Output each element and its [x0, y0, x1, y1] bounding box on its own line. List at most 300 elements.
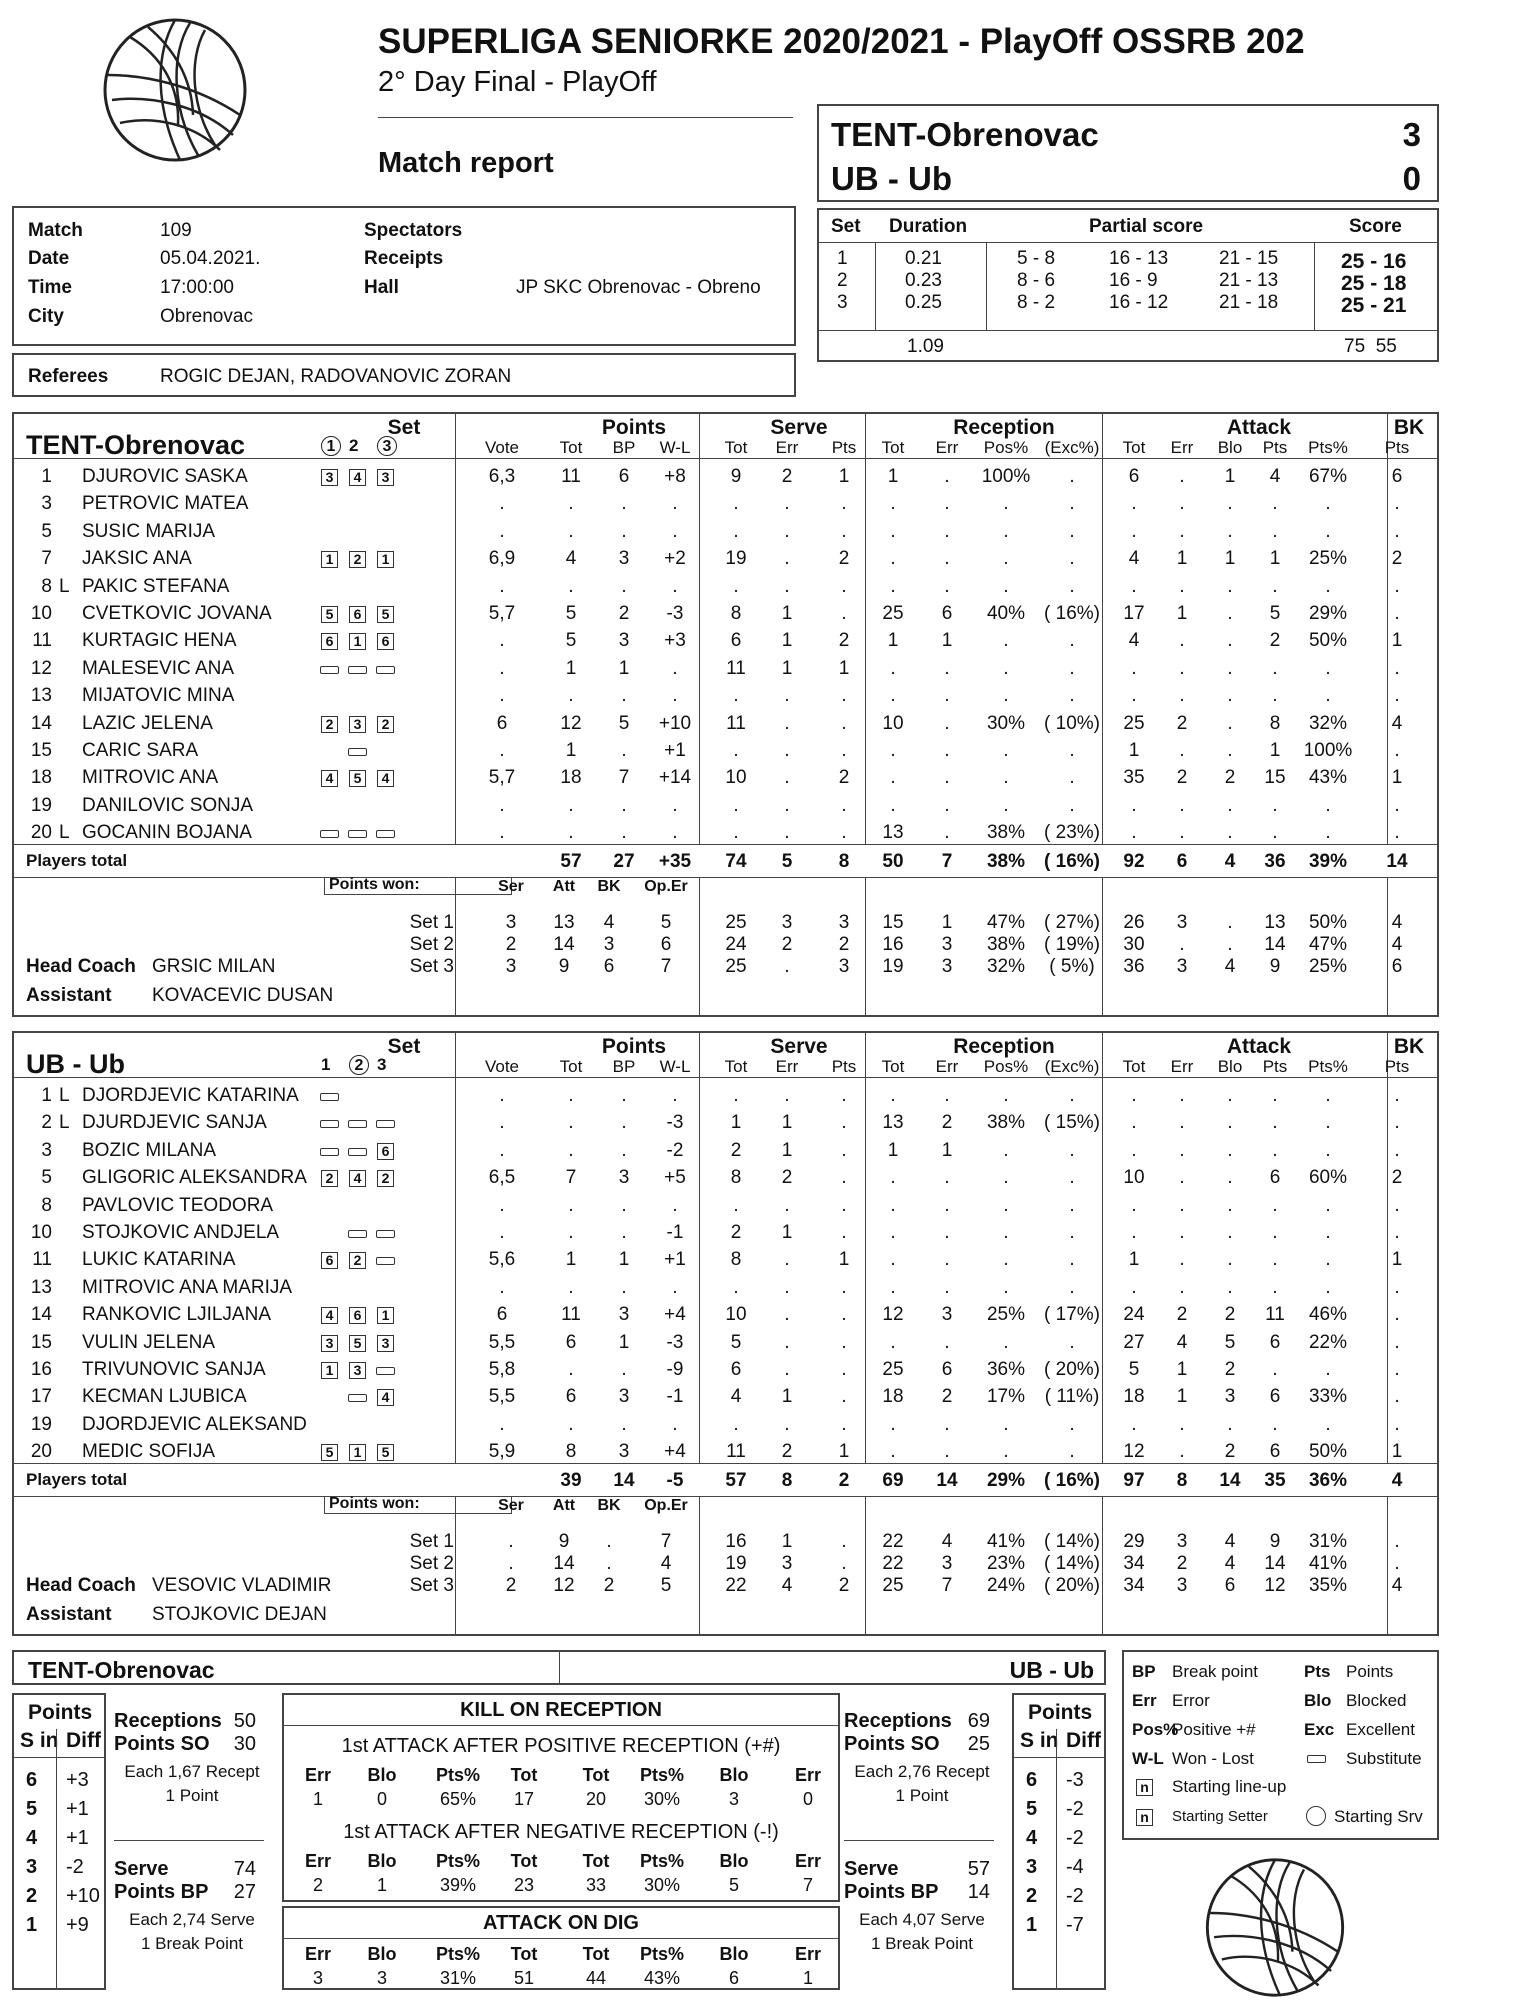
player-row: [14, 740, 1441, 767]
set-final-score: 25 - 16: [1341, 250, 1407, 273]
stat-value: +2: [664, 548, 686, 570]
stat-value: .: [841, 603, 847, 624]
stat-value: .: [1179, 1222, 1185, 1243]
stat-value: 18: [560, 767, 582, 789]
total-value: 38%: [986, 851, 1026, 872]
stat-value: 11: [726, 1441, 746, 1463]
starting-setter-label: Starting Setter: [1172, 1808, 1268, 1825]
stat-value: .: [1069, 1139, 1075, 1161]
points-so-value: 30: [233, 1733, 256, 1755]
stat-value: .: [1325, 794, 1331, 816]
set-stat-value: .: [1394, 1531, 1400, 1552]
player-name: KECMAN LJUBICA: [82, 1386, 247, 1408]
set-number: 2: [349, 1055, 369, 1075]
kill-value: 30%: [643, 1789, 681, 1809]
stat-value: .: [1179, 493, 1185, 515]
stat-value: .: [672, 493, 678, 515]
player-number: 10: [30, 1222, 52, 1243]
total-value: 97: [1123, 1470, 1145, 1491]
subheader-tot: Tot: [559, 438, 583, 457]
legend-abbr: Pos%: [1132, 1720, 1179, 1739]
stat-value: .: [1325, 1139, 1331, 1161]
set-stat-value: 31%: [1308, 1531, 1348, 1552]
total-value: 4: [1224, 851, 1236, 872]
stat-value: 1: [565, 740, 577, 761]
player-name: RANKOVIC LJILJANA: [82, 1304, 271, 1326]
stat-value: .: [841, 1276, 847, 1298]
stat-value: .: [944, 767, 950, 789]
rotation-diff: -2: [66, 1856, 84, 1878]
starting-server-label: Starting Srv: [1334, 1807, 1423, 1826]
set-stat-value: 32%: [986, 956, 1026, 977]
stat-value: .: [1394, 822, 1400, 844]
stat-value: .: [1069, 466, 1075, 487]
stat-value: .: [890, 685, 896, 707]
kill-value: 0: [376, 1789, 387, 1809]
partial-score-21: 21 - 15: [1219, 248, 1279, 269]
kill-value: 6: [728, 1968, 739, 1988]
stat-value: 2: [941, 1386, 953, 1408]
set-stat-value: 1: [941, 912, 953, 933]
points-won-value: 13: [553, 912, 575, 933]
serve-ratio-points: 1 Break Point: [140, 1934, 244, 1953]
stat-value: .: [1227, 1085, 1233, 1106]
stat-value: .: [784, 1413, 790, 1435]
stat-value: .: [1179, 1249, 1185, 1271]
stat-value: 6: [1391, 466, 1403, 487]
stat-value: .: [672, 1413, 678, 1435]
stat-value: .: [499, 1222, 505, 1243]
stat-value: .: [621, 1112, 627, 1134]
kill-col-header: Tot: [582, 1944, 610, 1964]
stat-value: .: [672, 1085, 678, 1106]
stat-value: 8: [730, 1167, 742, 1189]
points-won-value: 2: [505, 934, 517, 955]
stat-value: 5,8: [488, 1359, 516, 1380]
player-name: PETROVIC MATEA: [82, 493, 249, 515]
stat-value: 6: [1269, 1167, 1281, 1189]
stat-value: .: [890, 1276, 896, 1298]
stat-value: .: [841, 740, 847, 761]
total-value: 50: [882, 851, 904, 872]
stat-value: 3: [618, 548, 630, 570]
stat-value: 1: [887, 630, 899, 652]
stat-value: .: [1325, 1112, 1331, 1134]
starting-position: 1: [349, 633, 366, 650]
player-name: MALESEVIC ANA: [82, 657, 235, 679]
set-stat-value: 16: [882, 934, 904, 955]
subheader-vote: Vote: [484, 1057, 520, 1076]
stat-value: .: [944, 493, 950, 515]
rotation-number: 1: [1026, 1914, 1038, 1936]
stat-value: 6,9: [488, 548, 516, 570]
set-duration: 0.25: [905, 292, 942, 313]
stat-value: .: [841, 1139, 847, 1161]
libero-flag: L: [59, 1112, 70, 1134]
starting-position: 1: [321, 1362, 338, 1379]
player-number: 3: [41, 493, 52, 515]
stat-value: .: [784, 794, 790, 816]
player-name: PAVLOVIC TEODORA: [82, 1194, 274, 1216]
stat-value: .: [568, 685, 574, 707]
subheader-ptsp: Pts%: [1308, 1057, 1348, 1076]
stat-value: 32%: [1308, 712, 1348, 734]
libero-flag: L: [59, 575, 70, 597]
rotation-number: 4: [26, 1827, 38, 1849]
stat-value: 12: [560, 712, 582, 734]
stat-value: .: [1227, 1413, 1233, 1435]
set-stat-value: 47%: [1308, 934, 1348, 955]
starting-position: 4: [349, 469, 366, 486]
stat-value: .: [621, 1085, 627, 1106]
stat-value: 1: [1391, 1249, 1403, 1271]
rotation-number: 1: [26, 1914, 38, 1936]
stat-value: .: [733, 575, 739, 597]
stat-value: .: [621, 1194, 627, 1216]
points-bp-value: 14: [967, 1881, 990, 1903]
points-won-value: .: [606, 1531, 612, 1552]
player-row: [14, 1249, 1441, 1276]
referees-box: [12, 353, 796, 397]
starting-position: 3: [377, 1335, 394, 1352]
set-stat-value: 4: [1224, 1531, 1236, 1552]
stat-value: .: [499, 657, 505, 679]
stat-value: 2: [1224, 1304, 1236, 1326]
player-row: [14, 1277, 1441, 1304]
stat-value: .: [1272, 575, 1278, 597]
starting-position: 4: [321, 770, 338, 787]
report-subtitle: 2° Day Final - PlayOff: [378, 66, 657, 98]
stat-value: .: [1131, 1112, 1137, 1134]
stat-value: 13: [882, 1112, 904, 1134]
stat-value: .: [1394, 1222, 1400, 1243]
stat-value: 1: [1269, 740, 1281, 761]
subheader-exc: (Exc%): [1044, 438, 1100, 457]
reception-ratio: Each 1,67 Recept: [124, 1762, 260, 1781]
stat-value: 5,5: [488, 1386, 516, 1408]
stat-value: .: [1227, 712, 1233, 734]
points-won-col: Att: [552, 878, 576, 895]
kill-value: 0: [802, 1789, 813, 1809]
head-coach-label: Head Coach: [26, 1575, 136, 1596]
points-won-value: .: [606, 1553, 612, 1574]
kill-value: 7: [802, 1875, 813, 1895]
stat-value: -2: [666, 1139, 684, 1161]
player-number: 10: [30, 603, 52, 624]
set-stat-value: 2: [838, 934, 850, 955]
starting-position: 2: [377, 1170, 394, 1187]
stat-value: 1: [618, 1331, 630, 1353]
stat-value: .: [733, 1413, 739, 1435]
player-name: GLIGORIC ALEKSANDRA: [82, 1167, 307, 1189]
stat-value: .: [841, 520, 847, 542]
starting-position: 4: [321, 1307, 338, 1324]
player-name: TRIVUNOVIC SANJA: [82, 1359, 266, 1380]
starting-position: 6: [321, 1252, 338, 1269]
set-stat-value: ( 14%): [1044, 1553, 1100, 1574]
set-stat-value: 3: [941, 956, 953, 977]
stat-value: .: [499, 1413, 505, 1435]
stat-value: .: [1272, 1112, 1278, 1134]
stat-value: 5,9: [488, 1441, 516, 1463]
set-number-label: [321, 1055, 330, 1075]
stat-value: 22%: [1308, 1331, 1348, 1353]
starting-lineup-label: Starting line-up: [1172, 1777, 1287, 1796]
set-stat-value: 3: [1176, 956, 1188, 977]
stat-value: 1: [887, 466, 899, 487]
stat-value: 5: [565, 603, 577, 624]
stat-value: 46%: [1308, 1304, 1348, 1326]
points-won-value: 5: [660, 912, 672, 933]
points-won-value: 3: [505, 956, 517, 977]
rotation-number: 2: [1026, 1885, 1038, 1907]
home-sets-won: 3: [1402, 116, 1421, 153]
stat-value: 30%: [986, 712, 1026, 734]
set-stat-value: 9: [1269, 1531, 1281, 1552]
substitute-marker: [376, 1120, 395, 1128]
stat-value: .: [621, 1413, 627, 1435]
stat-value: 2: [941, 1112, 953, 1134]
stat-value: +5: [664, 1167, 686, 1189]
set-stat-value: 24: [725, 934, 747, 955]
set-stat-value: .: [1394, 1553, 1400, 1574]
player-number: 18: [30, 767, 52, 789]
stat-value: 1: [1176, 603, 1188, 624]
stat-value: -1: [666, 1386, 684, 1408]
substitute-marker: [348, 830, 367, 838]
stat-value: .: [1179, 1085, 1185, 1106]
substitute-marker: [376, 1257, 395, 1265]
stat-value: 6: [1269, 1386, 1281, 1408]
stat-value: .: [1325, 1249, 1331, 1271]
player-number: 17: [30, 1386, 52, 1408]
stat-value: 2: [1224, 767, 1236, 789]
points-won-value: 4: [603, 912, 615, 933]
serve-ratio: Each 4,07 Serve: [859, 1910, 985, 1929]
rotation-number: 3: [1026, 1856, 1038, 1878]
kill-col-header: Err: [794, 1851, 821, 1871]
stat-value: .: [944, 575, 950, 597]
stat-value: 11: [561, 466, 581, 487]
player-name: PAKIC STEFANA: [82, 575, 230, 597]
negative-reception-title: 1st ATTACK AFTER NEGATIVE RECEPTION (-!): [343, 1821, 779, 1843]
set-stat-value: 3: [838, 912, 850, 933]
serve-value: 74: [233, 1858, 256, 1880]
set-stat-value: 13: [1264, 912, 1286, 933]
players-total-label: Players total: [26, 851, 128, 870]
stat-value: 2: [1176, 1304, 1188, 1326]
stat-value: .: [944, 1441, 950, 1463]
stat-value: .: [568, 520, 574, 542]
bk-header: BK: [1393, 416, 1425, 439]
set-number: 1: [321, 436, 341, 456]
stat-value: .: [568, 1359, 574, 1380]
stat-value: .: [944, 794, 950, 816]
stat-value: .: [1394, 575, 1400, 597]
player-row: [14, 1222, 1441, 1249]
player-number: 2: [41, 1112, 52, 1134]
kill-col-header: Blo: [719, 1944, 749, 1964]
stat-value: .: [784, 493, 790, 515]
stat-value: .: [1131, 822, 1137, 844]
substitute-marker: [320, 1093, 339, 1101]
stat-value: .: [733, 1194, 739, 1216]
stat-value: 2: [838, 548, 850, 570]
stat-value: .: [944, 712, 950, 734]
set-stat-value: 23%: [986, 1553, 1026, 1574]
subheader-pts: Pts: [831, 1057, 857, 1076]
stat-value: .: [784, 685, 790, 707]
stat-value: ( 15%): [1044, 1112, 1100, 1134]
points-won-value: 9: [558, 1531, 570, 1552]
stat-value: .: [1179, 1112, 1185, 1134]
stat-value: .: [1394, 520, 1400, 542]
stat-value: .: [1325, 1276, 1331, 1298]
set-stat-value: 4: [1391, 1575, 1403, 1596]
set-stat-value: 25%: [1308, 956, 1348, 977]
set-final-score: 25 - 21: [1341, 294, 1407, 317]
set-stat-value: 4: [1391, 934, 1403, 955]
stat-value: .: [1179, 1139, 1185, 1161]
stat-value: .: [890, 767, 896, 789]
stat-value: .: [1394, 657, 1400, 679]
player-number: 19: [30, 794, 52, 816]
divider: [114, 1840, 264, 1841]
stat-value: .: [1394, 1413, 1400, 1435]
set-header: Set: [387, 416, 421, 439]
kill-col-header: Pts%: [639, 1944, 684, 1964]
points-won-label: Points won:: [329, 1495, 420, 1512]
label-referees: Referees: [28, 366, 109, 387]
stat-value: 6: [1269, 1331, 1281, 1353]
stat-value: .: [784, 1249, 790, 1271]
stat-value: 5,5: [488, 1331, 516, 1353]
stat-value: .: [1272, 685, 1278, 707]
stat-value: .: [499, 1139, 505, 1161]
stat-value: .: [1394, 1304, 1400, 1326]
total-value: 74: [725, 851, 747, 872]
stat-value: .: [621, 1222, 627, 1243]
subheader-err: Err: [935, 1057, 959, 1076]
stat-value: .: [672, 1194, 678, 1216]
subheader-err: Err: [775, 438, 799, 457]
total-value: 57: [560, 851, 582, 872]
stat-value: 3: [618, 1441, 630, 1463]
set-number-label: [349, 1055, 369, 1075]
stat-value: .: [1394, 1085, 1400, 1106]
stat-value: .: [1394, 493, 1400, 515]
total-value: 14: [613, 1470, 635, 1491]
attack-header: Attack: [1226, 416, 1292, 439]
stat-value: .: [672, 1276, 678, 1298]
stat-value: 36%: [986, 1359, 1026, 1380]
stat-value: 2: [781, 1167, 793, 1189]
stat-value: .: [841, 493, 847, 515]
stat-value: 4: [1176, 1331, 1188, 1353]
stat-value: 5: [565, 630, 577, 652]
stat-value: .: [1394, 1112, 1400, 1134]
player-name: MEDIC SOFIJA: [82, 1441, 216, 1463]
total-value: 39: [560, 1470, 582, 1491]
legend-desc: Won - Lost: [1172, 1749, 1254, 1768]
stat-value: .: [890, 1194, 896, 1216]
points-won-value: .: [508, 1531, 514, 1552]
stat-value: .: [1272, 657, 1278, 679]
stat-value: 25: [882, 603, 904, 624]
player-row: [14, 576, 1441, 603]
total-value: 27: [613, 851, 635, 872]
set-stat-value: 19: [882, 956, 904, 977]
stat-value: 24: [1123, 1304, 1145, 1326]
col-duration: Duration: [889, 216, 968, 237]
stat-value: .: [621, 1139, 627, 1161]
home-team-stats: [12, 412, 1439, 1017]
total-value: 8: [781, 1470, 793, 1491]
subheader-wl: W-L: [659, 1057, 691, 1076]
stat-value: 5: [1128, 1359, 1140, 1380]
reception-header: Reception: [953, 1035, 1055, 1058]
stat-value: .: [1179, 794, 1185, 816]
stat-value: 6: [496, 1304, 508, 1326]
set-number: 1: [321, 1055, 331, 1074]
stat-value: .: [1227, 1194, 1233, 1216]
stat-value: .: [1069, 657, 1075, 679]
stat-value: .: [499, 740, 505, 761]
kill-value: 1: [312, 1789, 323, 1809]
kill-value: 30%: [643, 1875, 681, 1895]
starting-position: 5: [349, 1335, 366, 1352]
set-stat-value: .: [784, 956, 790, 977]
player-number: 11: [32, 630, 52, 652]
stat-value: .: [890, 1441, 896, 1463]
stat-value: 25%: [986, 1304, 1026, 1326]
stat-value: 2: [1224, 1359, 1236, 1380]
stat-value: .: [1394, 1276, 1400, 1298]
stat-value: .: [1227, 1276, 1233, 1298]
stat-value: 5: [1269, 603, 1281, 624]
total-value: 4: [1391, 1470, 1403, 1491]
stat-value: .: [841, 1331, 847, 1353]
stat-value: +1: [664, 1249, 686, 1271]
stat-value: .: [1272, 1139, 1278, 1161]
stat-value: 6: [941, 603, 953, 624]
stat-value: 6,5: [488, 1167, 516, 1189]
stat-value: .: [1394, 1359, 1400, 1380]
stat-value: .: [1179, 1276, 1185, 1298]
stat-value: .: [1003, 1139, 1009, 1161]
set-final-score: 25 - 18: [1341, 272, 1407, 295]
stat-value: .: [1272, 493, 1278, 515]
stat-value: .: [1227, 822, 1233, 844]
player-row: [14, 1085, 1441, 1112]
rotation-number: 6: [26, 1769, 38, 1791]
label-match: Match: [28, 220, 83, 241]
stat-value: 27: [1123, 1331, 1145, 1353]
starting-position: 1: [377, 551, 394, 568]
substitute-marker: [348, 1394, 367, 1402]
partial-score-16: 16 - 13: [1109, 248, 1169, 269]
stat-value: .: [944, 1194, 950, 1216]
stat-value: 1: [941, 630, 953, 652]
stat-value: 8: [565, 1441, 577, 1463]
kill-col-header: Blo: [367, 1944, 397, 1964]
legend-desc: Break point: [1172, 1662, 1258, 1681]
set-scores-box: [817, 208, 1439, 362]
subheader-tot: Tot: [881, 1057, 905, 1076]
stat-value: .: [1069, 1085, 1075, 1106]
stat-value: 3: [618, 1167, 630, 1189]
kill-col-header: Pts%: [639, 1851, 684, 1871]
